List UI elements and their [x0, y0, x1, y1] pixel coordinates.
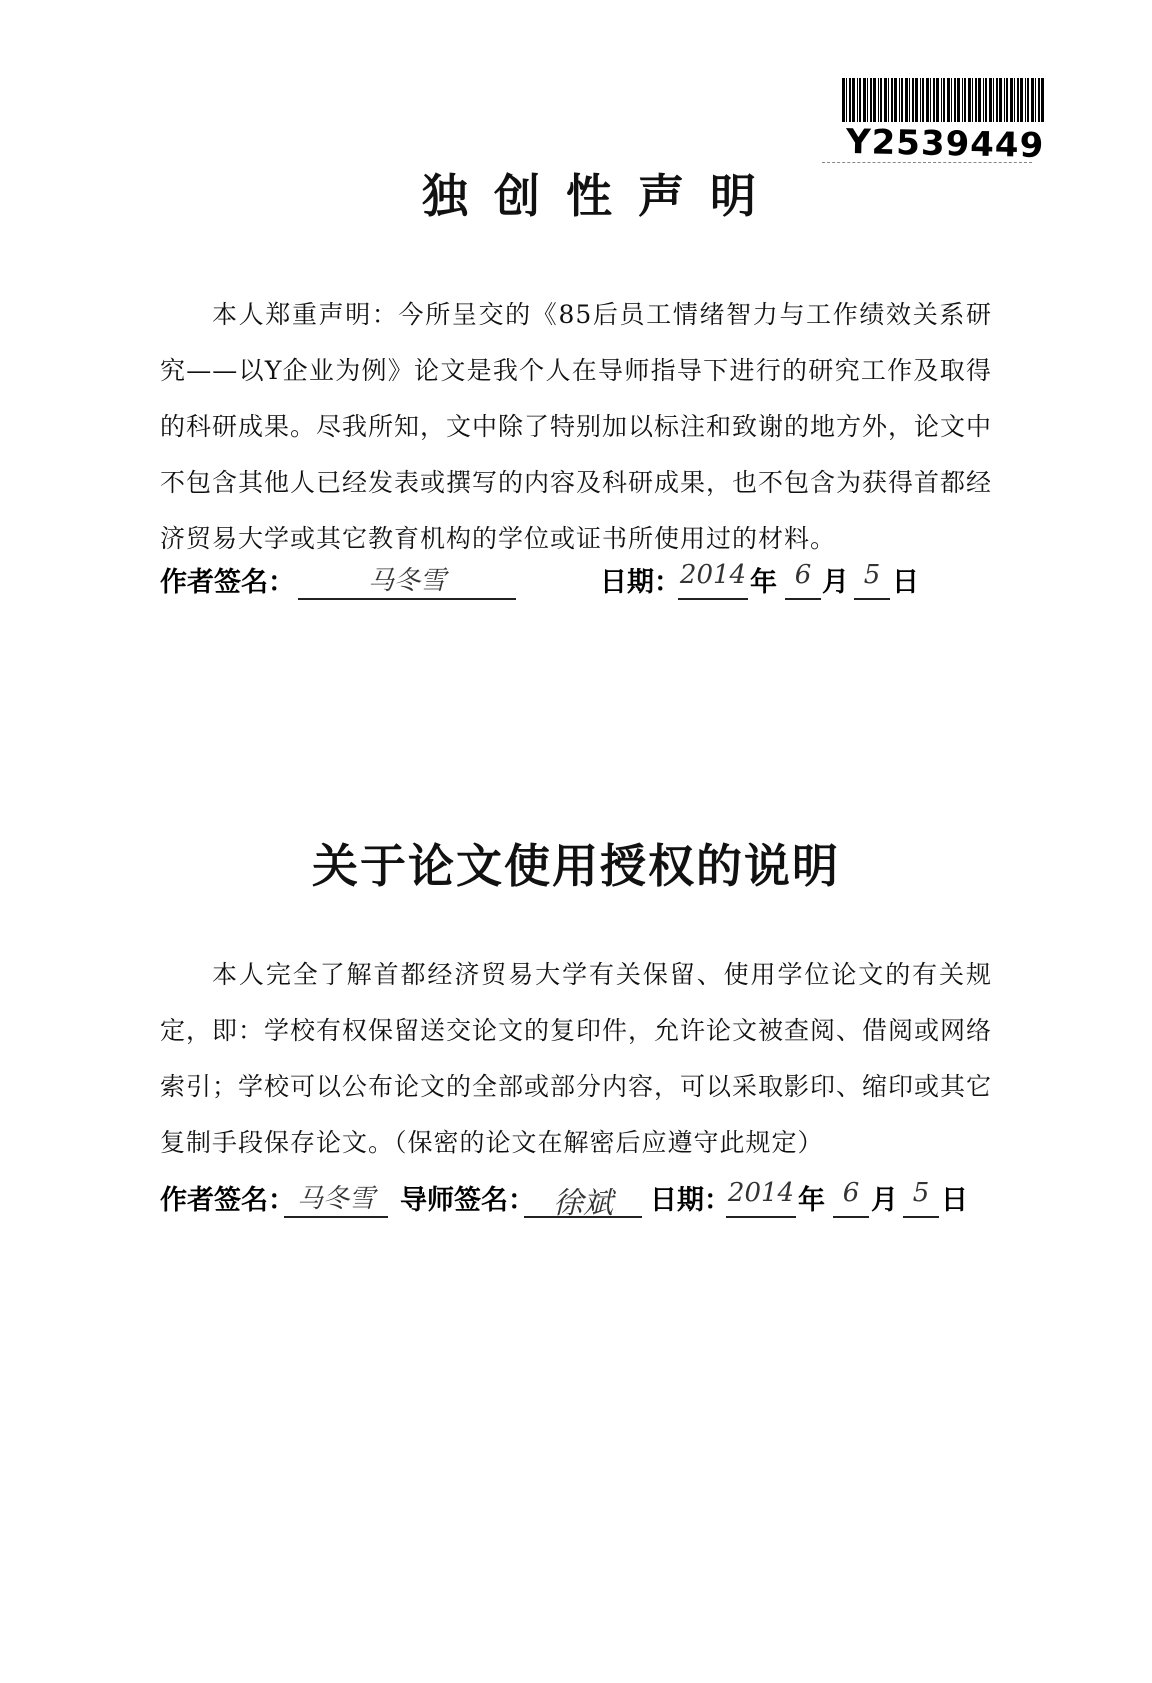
advisor-label: 导师签名： [400, 1185, 535, 1216]
month-char: 月 [871, 1185, 898, 1216]
date-label: 日期： [600, 567, 681, 598]
date-label: 日期： [650, 1185, 731, 1216]
year-char: 年 [750, 567, 777, 598]
authorization-title: 关于论文使用授权的说明 [312, 839, 840, 893]
barcode [840, 78, 1050, 122]
advisor-signature: 徐斌 [524, 1178, 642, 1218]
date-month: 6 [833, 1178, 869, 1218]
author-label: 作者签名： [160, 1185, 295, 1216]
originality-signature-row [160, 560, 1000, 610]
month-char: 月 [822, 567, 849, 598]
date-day: 5 [903, 1178, 939, 1218]
authorization-signature-row [160, 1178, 1000, 1228]
author-signature: 马冬雪 [298, 560, 516, 600]
author-signature: 马冬雪 [284, 1178, 388, 1218]
date-year: 2014 [678, 560, 748, 600]
day-char: 日 [941, 1185, 968, 1216]
barcode-bars [840, 78, 1050, 122]
date-year: 2014 [726, 1178, 796, 1218]
originality-body: 本人郑重声明：今所呈交的《85后员工情绪智力与工作绩效关系研究——以Y企业为例》论文是我个人在导师指导下进行的研究工作及取得的科研成果。尽我所知，文中除了特别加以标注和致谢的地方外，论文中不包含其他人已经发表或撰写的内容及科研成果，也不包含为获得首都经济贸易大学或其它教育机构的学位或证书所使用过的材料。 [160, 300, 993, 553]
barcode-id: Y2539449 [845, 121, 1045, 167]
day-char: 日 [892, 567, 919, 598]
author-label: 作者签名： [160, 567, 295, 598]
date-month: 6 [785, 560, 821, 600]
date-day: 5 [854, 560, 890, 600]
year-char: 年 [798, 1185, 825, 1216]
originality-title: 独创性声明 [422, 169, 782, 223]
authorization-body: 本人完全了解首都经济贸易大学有关保留、使用学位论文的有关规定，即：学校有权保留送交论文的复印件，允许论文被查阅、借阅或网络索引；学校可以公布论文的全部或部分内容，可以采取影印、缩印或其它复制手段保存论文。（保密的论文在解密后应遵守此规定） [160, 960, 993, 1157]
